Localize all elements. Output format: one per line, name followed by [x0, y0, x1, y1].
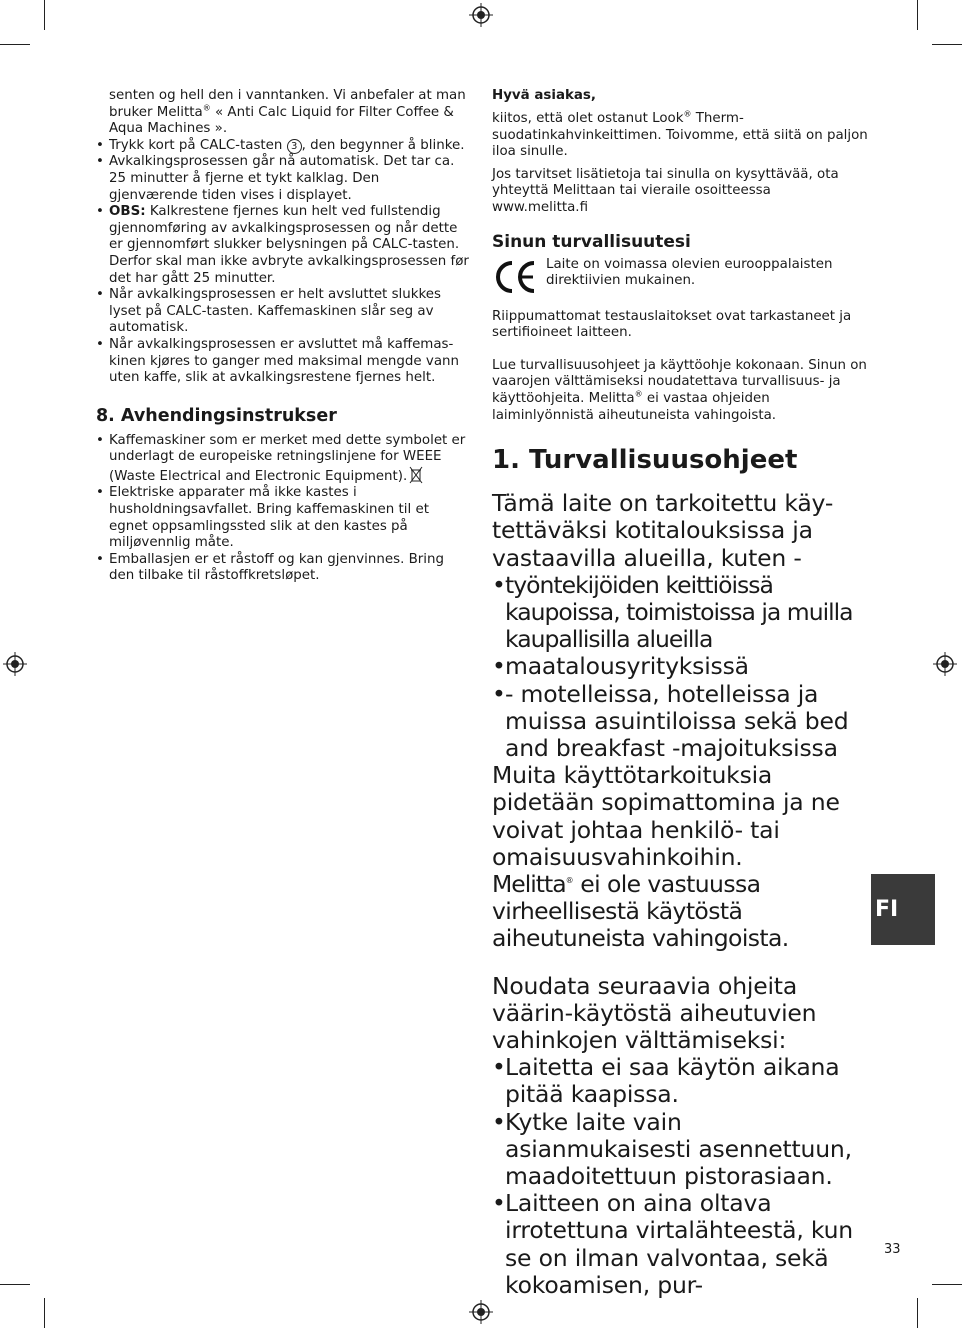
registered-mark: ®	[565, 876, 574, 886]
list-item: • OBS: Kalkrestene fjernes kun helt ved fullstendig gjennomføring av avkalkingsprosessen og når dette er gjennomført slukker belysningen på CALC-tasten. Derfor skal man ikke avbryte avkalkingsprosessen før det har gått 25 minutter.	[96, 204, 469, 286]
thanks-text: Therm-suodatinkahvinkeittimen. Toivomme, että siitä on paljon iloa sinulle.	[492, 111, 868, 160]
weee-bin-icon	[409, 466, 423, 484]
safety-heading: Sinun turvallisuutesi	[492, 231, 691, 252]
registration-mark-icon	[469, 3, 493, 27]
thanks-paragraph	[492, 111, 868, 161]
list-item: • maatalousyrityksissä	[492, 652, 749, 681]
registered-mark: ®	[683, 109, 692, 119]
page-number: 33	[884, 1242, 901, 1257]
list-item-text: Elektriske apparater må ikke kastes i husholdningsavfallet. Bring kaffemaskinen til et egnet oppsamlingssted slik at den kastes på miljøvennlig måte.	[109, 485, 429, 551]
left-column	[96, 88, 470, 585]
read-text: Lue turvallisuusohjeet ja käyttöohje kokonaan. Sinun on vaarojen välttämiseksi noudatettava turvallisuus- ja käyttöohjeita. Melitta	[492, 357, 867, 406]
list-item-text: työntekijöiden keittiöissä kaupoissa, toimistoissa ja muilla kaupallisilla alueilla	[505, 570, 853, 654]
list-item-text: Kaffemaskiner som er merket med dette symbolet er underlagt de europeiske retningslinjene for WEEE (Waste Electrical and Electronic Equipment).	[109, 432, 466, 484]
list-item: • Laitetta ei saa käytön aikana pitää kaapissa.	[492, 1053, 840, 1109]
list-item-text: Laitetta ei saa käytön aikana pitää kaapissa.	[505, 1053, 840, 1109]
right-column	[492, 88, 868, 1299]
crop-mark	[0, 1284, 30, 1285]
ce-text: Laite on voimassa olevien eurooppalaisten direktiivien mukainen.	[546, 256, 833, 289]
crop-mark	[44, 0, 45, 30]
read-text: ei vastaa ohjeiden laiminlyönnistä aiheutuneista vahingoista.	[492, 390, 777, 423]
list-item-text: Avkalkingsprosessen går nå automatisk. Det tar ca. 25 minutter å fjerne et tykt kalklag. Den gjenværende tiden vises i displayet.	[109, 154, 455, 203]
circled-number: 3	[287, 139, 302, 154]
intro-text: Aqua Machines ».	[109, 121, 228, 137]
list-item-text: - motelleissa, hotelleissa ja muissa asuintiloissa sekä bed and breakfast -majoituksissa	[505, 679, 849, 762]
thanks-text: kiitos, että olet ostanut Look	[492, 111, 684, 126]
brand-text: Melitta	[492, 869, 566, 898]
list-item: • Når avkalkingsprosessen er avsluttet må kaffemas-kinen kjøres to ganger med maksimal mengde vann uten kaffe, slik at avkalkingsrestene fjernes helt.	[96, 336, 460, 386]
list-item: • Kytke laite vain asianmukaisesti asennettuun, maadoitettuun pistorasiaan.	[492, 1107, 852, 1190]
list-item-text: Kalkrestene fjernes kun helt ved fullstendig gjennomføring av avkalkingsprosessen og når dette er gjennomført slukker belysningen på CALC-tasten. Derfor skal man ikke avbryte avkalkingsprosessen før det har gått 25 minutter.	[109, 204, 469, 286]
registered-mark: ®	[202, 103, 211, 113]
list-item: • - motelleissa, hotelleissa ja muissa asuintiloissa sekä bed and breakfast -majoituksissa	[492, 679, 849, 762]
list-item: • Emballasjen er et råstoff og kan gjenvinnes. Bring den tilbake til råstoffkretsløpet.	[96, 551, 445, 584]
crop-mark	[44, 1298, 45, 1328]
list-item: • Avkalkingsprosessen går nå automatisk. Det tar ca. 25 minutter å fjerne et tykt kalklag. Den gjenværende tiden vises i displayet.	[96, 154, 455, 203]
ce-mark-icon	[492, 259, 538, 295]
disclaimer-text: ei ole vastuussa virheellisestä käytöstä aiheutuneista vahingoista.	[492, 869, 789, 953]
greeting: Hyvä asiakas,	[492, 88, 596, 103]
list-item-text: Laitteen on aina oltava irrotettuna virtalähteestä, kun se on ilman valvontaa, sekä kokoamisen, pur-	[505, 1189, 853, 1299]
safety-body	[492, 490, 868, 1299]
intro-text: « Anti Calc Liquid for Filter Coffee &	[210, 104, 454, 120]
ce-row	[492, 257, 868, 295]
intended-use-text: Tämä laite on tarkoitettu käy-tettäväksi kotitalouksissa ja vastaavilla alueilla, kuten -	[492, 489, 834, 572]
registered-mark: ®	[634, 389, 643, 399]
list-item-text: Når avkalkingsprosessen er helt avsluttet slukkes lyset på CALC-tasten. Kaffemaskinen slår seg av automatisk.	[109, 287, 441, 336]
section-title: 1. Turvallisuusohjeet	[492, 445, 798, 476]
intro-text: bruker Melitta	[109, 104, 203, 120]
note-label: OBS:	[109, 204, 146, 220]
crop-mark	[917, 1298, 918, 1328]
follow-text: Noudata seuraavia ohjeita väärin-käytöstä aiheutuvien vahinkojen välttämiseksi:	[492, 971, 817, 1054]
list-item-text: Emballasjen er et råstoff og kan gjenvinnes. Bring den tilbake til råstoffkretsløpet.	[109, 551, 445, 584]
melitta-disclaimer	[492, 871, 868, 953]
intro-paragraph	[96, 88, 470, 138]
list-item: • Trykk kort på CALC-tasten 3 , den begynner å blinke.	[96, 137, 465, 153]
list-item: • Laitteen on aina oltava irrotettuna virtalähteestä, kun se on ilman valvontaa, sekä kokoamisen, pur-	[492, 1189, 853, 1299]
list-item: • Kaffemaskiner som er merket med dette symbolet er underlagt de europeiske retningslinjene for WEEE (Waste Electrical and Electronic Equipment).	[96, 432, 466, 484]
certified-paragraph: Riippumattomat testauslaitokset ovat tarkastaneet ja sertifioineet laitteen.	[492, 308, 852, 341]
other-uses-text: Muita käyttötarkoituksia pidetään sopimattomina ja ne voivat johtaa henkilö- tai omaisuusvahinkoihin.	[492, 761, 840, 871]
registration-mark-icon	[469, 1300, 493, 1324]
list-item: • työntekijöiden keittiöissä kaupoissa, toimistoissa ja muilla kaupallisilla alueilla	[492, 570, 853, 654]
crop-mark	[0, 44, 30, 45]
registration-mark-icon	[3, 652, 27, 676]
list-item: • Når avkalkingsprosessen er helt avsluttet slukkes lyset på CALC-tasten. Kaffemaskinen slår seg av automatisk.	[96, 287, 441, 336]
language-tab: FI	[871, 874, 935, 945]
registration-mark-icon	[933, 652, 957, 676]
list-item-text: Trykk kort på CALC-tasten	[109, 137, 287, 153]
crop-mark	[917, 0, 918, 30]
section-heading: 8. Avhendingsinstrukser	[96, 405, 337, 426]
list-item-text: Når avkalkingsprosessen er avsluttet må kaffemas-kinen kjøres to ganger med maksimal mengde vann uten kaffe, slik at avkalkingsrestene fjernes helt.	[109, 336, 460, 386]
list-item-text: Kytke laite vain asianmukaisesti asennettuun, maadoitettuun pistorasiaan.	[505, 1107, 852, 1190]
list-item: • Elektriske apparater må ikke kastes i husholdningsavfallet. Bring kaffemaskinen til et egnet oppsamlingssted slik at den kastes på miljøvennlig måte.	[96, 485, 429, 551]
list-item-text: , den begynner å blinke.	[301, 137, 465, 153]
intro-text: senten og hell den i vanntanken. Vi anbefaler at man	[109, 88, 466, 103]
list-item-text: maatalousyrityksissä	[505, 652, 749, 681]
read-instructions-paragraph	[492, 358, 868, 424]
crop-mark	[932, 1284, 962, 1285]
contact-paragraph: Jos tarvitset lisätietoja tai sinulla on kysyttävää, ota yhteyttä Melittaan tai vieraile osoitteessa www.melitta.fi	[492, 166, 839, 215]
crop-mark	[932, 44, 962, 45]
